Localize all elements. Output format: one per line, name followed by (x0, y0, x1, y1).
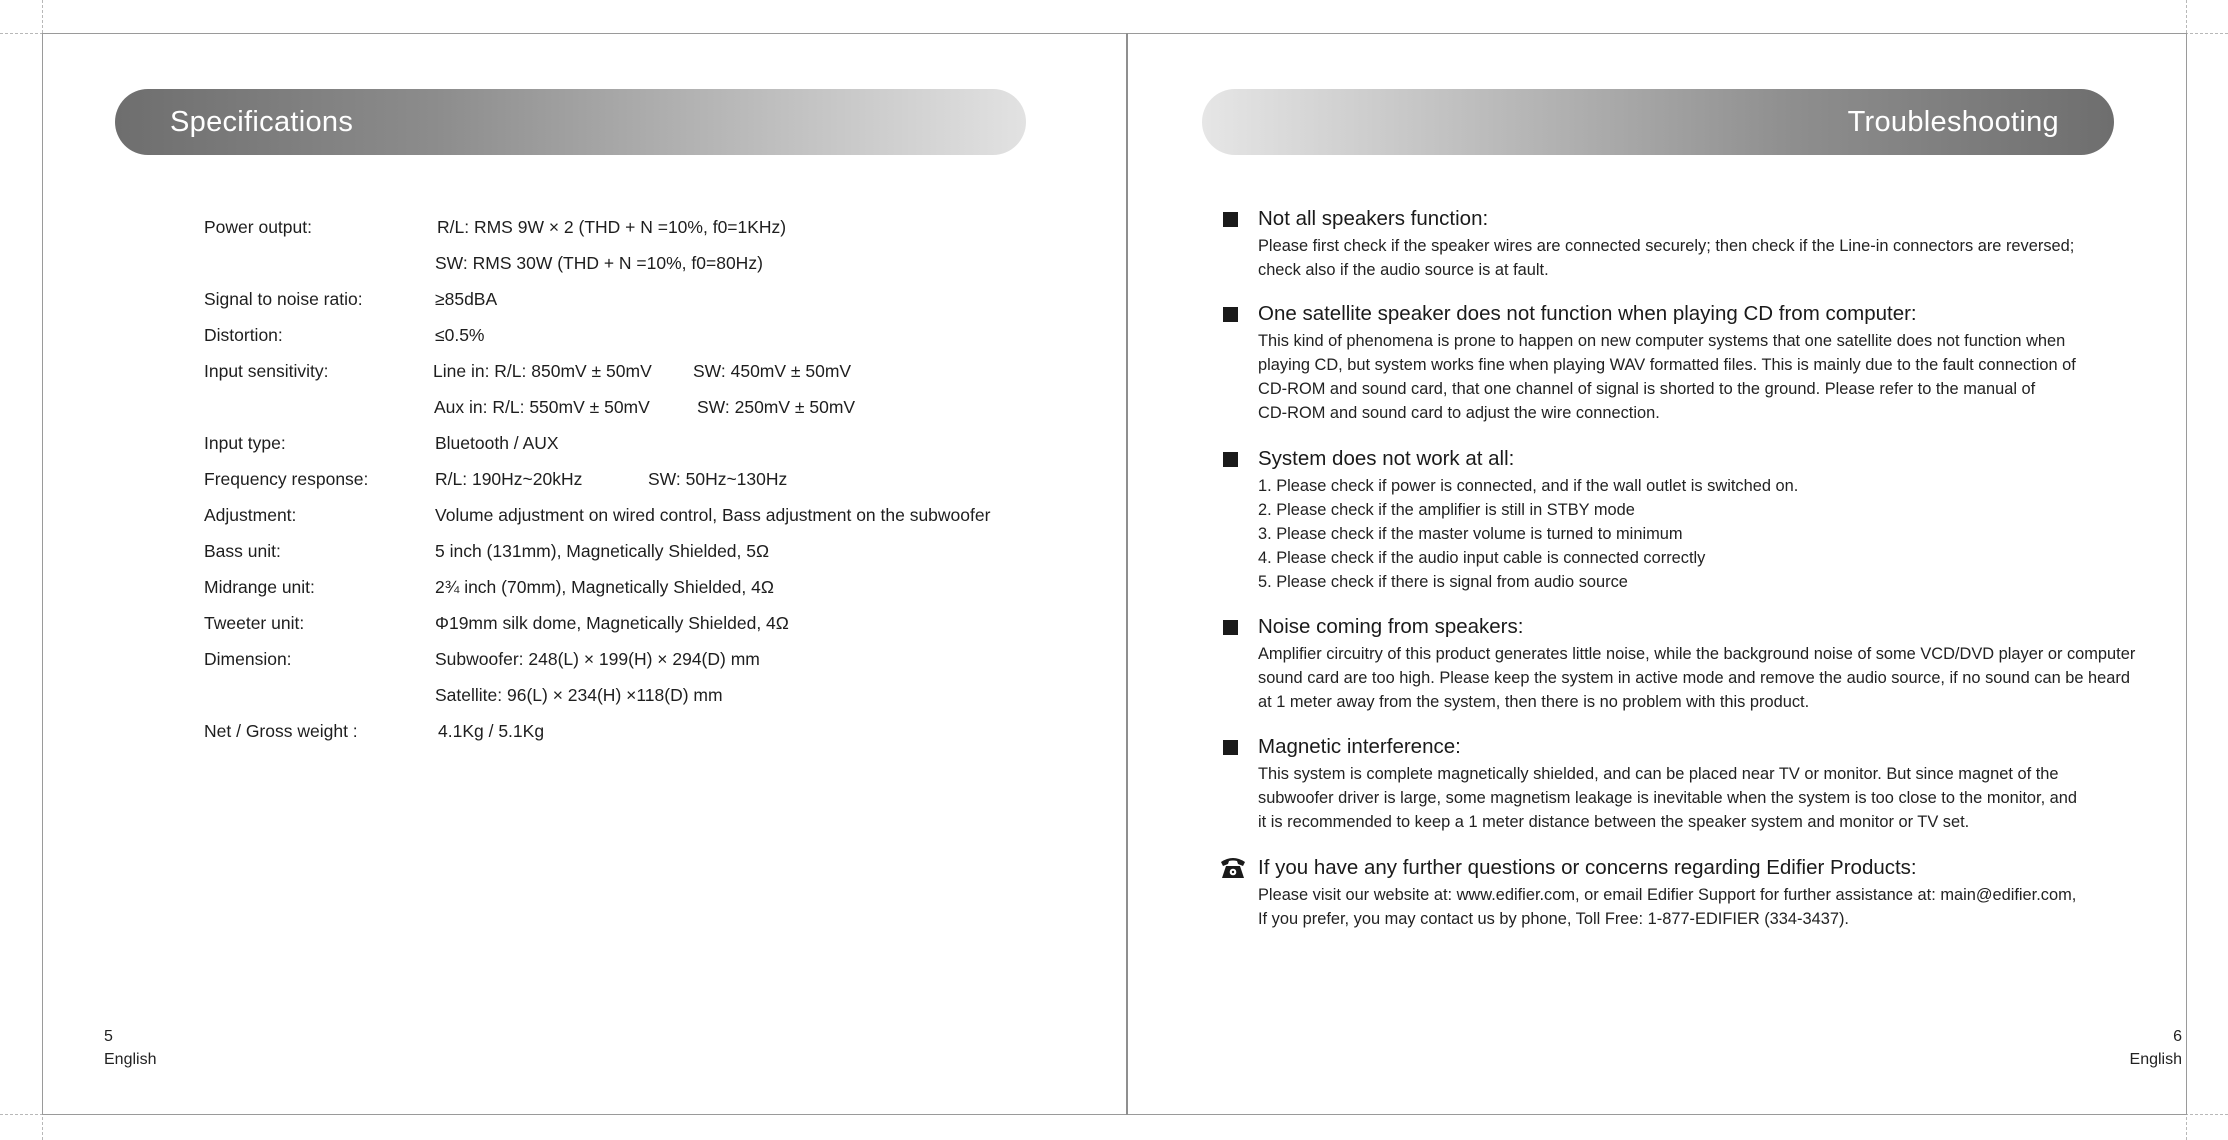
spec-value-secondary: SW: 450mV ± 50mV (693, 361, 852, 381)
spec-value: R/L: RMS 9W × 2 (THD + N =10%, f0=1KHz) (437, 217, 787, 237)
spec-value: 4.1Kg / 5.1Kg (438, 721, 545, 741)
troubleshooting-title: Troubleshooting (1847, 105, 2059, 138)
page-language: English (104, 1051, 157, 1068)
spec-value: Satellite: 96(L) × 234(H) ×118(D) mm (435, 685, 723, 705)
ts-title: Not all speakers function: (1258, 207, 1489, 230)
spec-value: ≤0.5% (435, 325, 485, 345)
ts-body-line: it is recommended to keep a 1 meter distance between the speaker system and monitor or TV set. (1258, 813, 1970, 831)
ts-body-line: Amplifier circuitry of this product generates little noise, while the background noise of some VCD/DVD player or computer (1258, 645, 2136, 663)
spec-value: Bluetooth / AUX (435, 433, 559, 453)
ts-body-line: 5. Please check if there is signal from audio source (1258, 573, 1628, 591)
spec-value: Line in: R/L: 850mV ± 50mV (433, 361, 652, 381)
ts-body (1258, 234, 2074, 282)
ts-body-line: This system is complete magnetically shielded, and can be placed near TV or monitor. But since magnet of the (1258, 765, 2059, 783)
ts-body-line: 3. Please check if the master volume is turned to minimum (1258, 525, 1683, 543)
ts-title: Noise coming from speakers: (1258, 615, 1524, 638)
spec-label: Adjustment: (204, 505, 297, 525)
page-language: English (2129, 1051, 2182, 1068)
troubleshooting-header (1202, 89, 2114, 155)
spec-label: Input type: (204, 433, 286, 453)
ts-body-line: sound card are too high. Please keep the system in active mode and remove the audio source, if no sound can be heard (1258, 669, 2130, 687)
spec-label: Power output: (204, 217, 312, 237)
page-number: 5 (104, 1028, 113, 1045)
page-troubleshooting (1127, 0, 2228, 1140)
spec-value: R/L: 190Hz~20kHz (435, 469, 583, 489)
ts-body-line: Please visit our website at: www.edifier.com, or email Edifier Support for further assistance at: main@edifier.com, (1258, 886, 2077, 904)
square-bullet-icon (1223, 212, 1238, 227)
ts-body-line: CD-ROM and sound card, that one channel of signal is shorted to the ground. Please refer to the manual of (1258, 380, 2036, 398)
telephone-icon (1219, 856, 1247, 880)
spec-value: Subwoofer: 248(L) × 199(H) × 294(D) mm (435, 649, 760, 669)
ts-body-line: If you prefer, you may contact us by phone, Toll Free: 1-877-EDIFIER (334-3437). (1258, 910, 1849, 928)
spec-value-secondary: SW: 50Hz~130Hz (648, 469, 788, 489)
spec-value: 2¾ inch (70mm), Magnetically Shielded, 4Ω (435, 577, 774, 597)
spec-label: Tweeter unit: (204, 613, 305, 633)
ts-body-line: 4. Please check if the audio input cable is connected correctly (1258, 549, 1706, 567)
spec-label: Dimension: (204, 649, 292, 669)
ts-body-line: CD-ROM and sound card to adjust the wire connection. (1258, 404, 1660, 422)
ts-title: System does not work at all: (1258, 447, 1515, 470)
spec-label: Input sensitivity: (204, 361, 329, 381)
ts-title: Magnetic interference: (1258, 735, 1461, 758)
spec-value: ≥85dBA (435, 289, 498, 309)
ts-body-line: playing CD, but system works fine when playing WAV formatted files. This is mainly due to the fault connection of (1258, 356, 2076, 374)
square-bullet-icon (1223, 307, 1238, 322)
specifications-header (115, 89, 1026, 155)
spec-label: Bass unit: (204, 541, 281, 561)
ts-body (1258, 642, 2135, 714)
spec-label: Distortion: (204, 325, 283, 345)
page-number-left (104, 1025, 156, 1071)
ts-body-line: 1. Please check if power is connected, and if the wall outlet is switched on. (1258, 477, 1799, 495)
spec-value: Volume adjustment on wired control, Bass adjustment on the subwoofer (435, 505, 991, 525)
ts-body (1258, 883, 2076, 931)
ts-body (1258, 474, 1798, 594)
ts-body (1258, 762, 2077, 834)
ts-body-line: check also if the audio source is at fault. (1258, 261, 1549, 279)
spec-label: Signal to noise ratio: (204, 289, 363, 309)
ts-body-line: Please first check if the speaker wires are connected securely; then check if the Line-in connectors are reversed; (1258, 237, 2075, 255)
spec-value: SW: RMS 30W (THD + N =10%, f0=80Hz) (435, 253, 763, 273)
spec-value: Φ19mm silk dome, Magnetically Shielded, 4Ω (435, 613, 789, 633)
ts-body-line: at 1 meter away from the system, then there is no problem with this product. (1258, 693, 1810, 711)
ts-title: If you have any further questions or concerns regarding Edifier Products: (1258, 856, 1917, 879)
ts-body (1258, 329, 2076, 425)
ts-body-line: subwoofer driver is large, some magnetism leakage is inevitable when the system is too close to the monitor, and (1258, 789, 2078, 807)
spec-value-secondary: SW: 250mV ± 50mV (697, 397, 856, 417)
ts-title: One satellite speaker does not function when playing CD from computer: (1258, 302, 1917, 325)
ts-body-line: 2. Please check if the amplifier is still in STBY mode (1258, 501, 1635, 519)
specifications-title: Specifications (170, 105, 354, 138)
spec-label: Midrange unit: (204, 577, 315, 597)
square-bullet-icon (1223, 620, 1238, 635)
spec-value: 5 inch (131mm), Magnetically Shielded, 5Ω (435, 541, 770, 561)
page-number-right (2130, 1025, 2182, 1071)
spec-label: Net / Gross weight : (204, 721, 358, 741)
square-bullet-icon (1223, 740, 1238, 755)
square-bullet-icon (1223, 452, 1238, 467)
page-number: 6 (2173, 1028, 2182, 1045)
ts-body-line: This kind of phenomena is prone to happen on new computer systems that one satellite does not function when (1258, 332, 2066, 350)
spec-value: Aux in: R/L: 550mV ± 50mV (434, 397, 650, 417)
spec-label: Frequency response: (204, 469, 369, 489)
